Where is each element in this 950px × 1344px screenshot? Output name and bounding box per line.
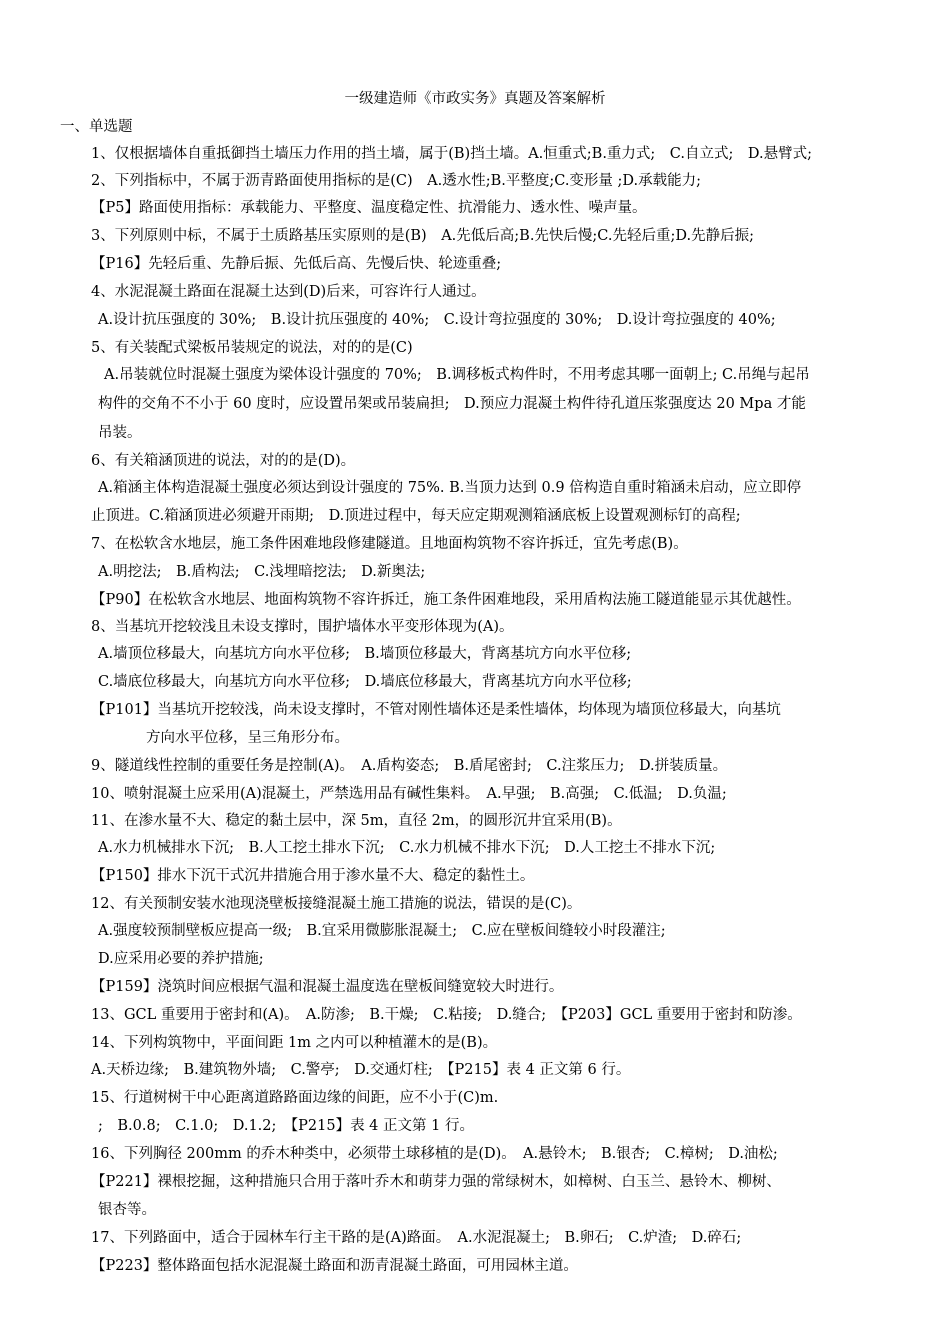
question-line: 12、有关预制安装水池现浇壁板接缝混凝土施工措施的说法，错误的是(C)。 — [91, 896, 582, 912]
options-line: A.天桥边缘; B.建筑物外墙; C.警亭; D.交通灯柱; 【P215】表 4 正文第 6 行。 — [91, 1062, 631, 1078]
options-line: A.设计抗压强度的 30%; B.设计抗压强度的 40%; C.设计弯拉强度的 30%; D.设计弯拉强度的 40%; — [98, 312, 776, 328]
annotation-line: 【P221】裸根挖掘，这种措施只合用于落叶乔木和萌芽力强的常绿树木，如樟树、白玉兰、悬铃木、柳树、 — [91, 1174, 781, 1190]
annotation-line: 【P5】路面使用指标：承载能力、平整度、温度稳定性、抗滑能力、透水性、噪声量。 — [91, 200, 647, 216]
options-line: 吊装。 — [98, 425, 142, 441]
question-line: 3、下列原则中标，不属于土质路基压实原则的是(B) A.先低后高;B.先快后慢;C.先轻后重;D.先静后振; — [91, 228, 754, 244]
section-heading: 一、单选题 — [60, 119, 133, 135]
options-line: C.墙底位移最大，向基坑方向水平位移; D.墙底位移最大，背离基坑方向水平位移; — [98, 674, 632, 690]
annotation-line: 【P101】当基坑开挖较浅，尚未设支撑时，不管对刚性墙体还是柔性墙体，均体现为墙顶位移最大，向基坑 — [91, 702, 781, 718]
options-line: 构件的交角不不小于 60 度时，应设置吊架或吊装扁担; D.预应力混凝土构件待孔道压浆强度达 20 Mpa 才能 — [98, 396, 806, 412]
annotation-line: 【P150】排水下沉干式沉井措施合用于渗水量不大、稳定的黏性土。 — [91, 868, 535, 884]
question-line: 4、水泥混凝土路面在混凝土达到(D)后来，可容许行人通过。 — [91, 284, 486, 300]
question-line: 10、喷射混凝土应采用(A)混凝土，严禁选用品有碱性集料。 A.早强; B.高强; C.低温; D.负温; — [91, 786, 727, 802]
question-line: 17、下列路面中，适合于园林车行主干路的是(A)路面。 A.水泥混凝土; B.卵石; C.炉渣; D.碎石; — [91, 1230, 742, 1246]
options-line: 止顶进。C.箱涵顶进必须避开雨期; D.顶进过程中，每天应定期观测箱涵底板上设置观测标钉的高程; — [91, 508, 741, 524]
question-line: 8、当基坑开挖较浅且未设支撑时，围护墙体水平变形体现为(A)。 — [91, 619, 514, 635]
question-line: 14、下列构筑物中，平面间距 1m 之内可以种植灌木的是(B)。 — [91, 1035, 498, 1051]
options-line: D.应采用必要的养护措施; — [98, 951, 264, 967]
question-line: 5、有关装配式梁板吊装规定的说法，对的的是(C) — [91, 340, 413, 356]
options-line: A.箱涵主体构造混凝土强度必须达到设计强度的 75%. B.当顶力达到 0.9 倍构造自重时箱涵未启动，应立即停 — [98, 480, 802, 496]
question-line: 15、行道树树干中心距离道路路面边缘的间距，应不小于(C)m. — [91, 1090, 499, 1106]
options-line: A.吊装就位时混凝土强度为梁体设计强度的 70%; B.调移板式构件时，不用考虑其哪一面朝上; C.吊绳与起吊 — [104, 367, 810, 383]
options-line: A.明挖法; B.盾构法; C.浅埋暗挖法; D.新奥法; — [98, 564, 426, 580]
annotation-line: 【P159】浇筑时间应根据气温和混凝土温度选在壁板间缝宽较大时进行。 — [91, 979, 564, 995]
question-line: 16、下列胸径 200mm 的乔木种类中，必须带土球移植的是(D)。 A.悬铃木; B.银杏; C.樟树; D.油松; — [91, 1146, 778, 1162]
question-line: 1、仅根据墙体自重抵御挡土墙压力作用的挡土墙，属于(B)挡土墙。A.恒重式;B.重力式; C.自立式; D.悬臂式; — [91, 146, 812, 162]
options-line: A.水力机械排水下沉; B.人工挖土排水下沉; C.水力机械不排水下沉; D.人工挖土不排水下沉; — [98, 840, 716, 856]
options-line: A.墙顶位移最大，向基坑方向水平位移; B.墙顶位移最大，背离基坑方向水平位移; — [98, 646, 632, 662]
annotation-line: 银杏等。 — [98, 1202, 156, 1218]
question-line: 13、GCL 重要用于密封和(A)。 A.防渗; B.干燥; C.粘接; D.缝合; 【P203】GCL 重要用于密封和防渗。 — [91, 1007, 802, 1023]
question-line: 7、在松软含水地层，施工条件困难地段修建隧道。且地面构筑物不容许拆迁，宜先考虑(B)。 — [91, 536, 688, 552]
options-line: ; B.0.8; C.1.0; D.1.2; 【P215】表 4 正文第 1 行。 — [98, 1118, 474, 1134]
annotation-line: 方向水平位移，呈三角形分布。 — [146, 730, 349, 746]
question-line: 6、有关箱涵顶进的说法，对的的是(D)。 — [91, 453, 356, 469]
options-line: A.强度较预制壁板应提高一级; B.宜采用微膨胀混凝土; C.应在壁板间缝较小时段灌注; — [98, 923, 666, 939]
document-title: 一级建造师《市政实务》真题及答案解析 — [344, 91, 606, 107]
question-line: 9、隧道线性控制的重要任务是控制(A)。 A.盾构姿态; B.盾尾密封; C.注浆压力; D.拼装质量。 — [91, 758, 728, 774]
annotation-line: 【P90】在松软含水地层、地面构筑物不容许拆迁，施工条件困难地段，采用盾构法施工隧道能显示其优越性。 — [91, 592, 801, 608]
question-line: 2、下列指标中，不属于沥青路面使用指标的是(C) A.透水性;B.平整度;C.变形量 ;D.承载能力; — [91, 173, 702, 189]
annotation-line: 【P223】整体路面包括水泥混凝土路面和沥青混凝土路面，可用园林主道。 — [91, 1258, 578, 1274]
question-line: 11、在渗水量不大、稳定的黏土层中，深 5m，直径 2m，的圆形沉井宜采用(B)。 — [91, 813, 622, 829]
annotation-line: 【P16】先轻后重、先静后振、先低后高、先慢后快、轮迹重叠; — [91, 256, 502, 272]
